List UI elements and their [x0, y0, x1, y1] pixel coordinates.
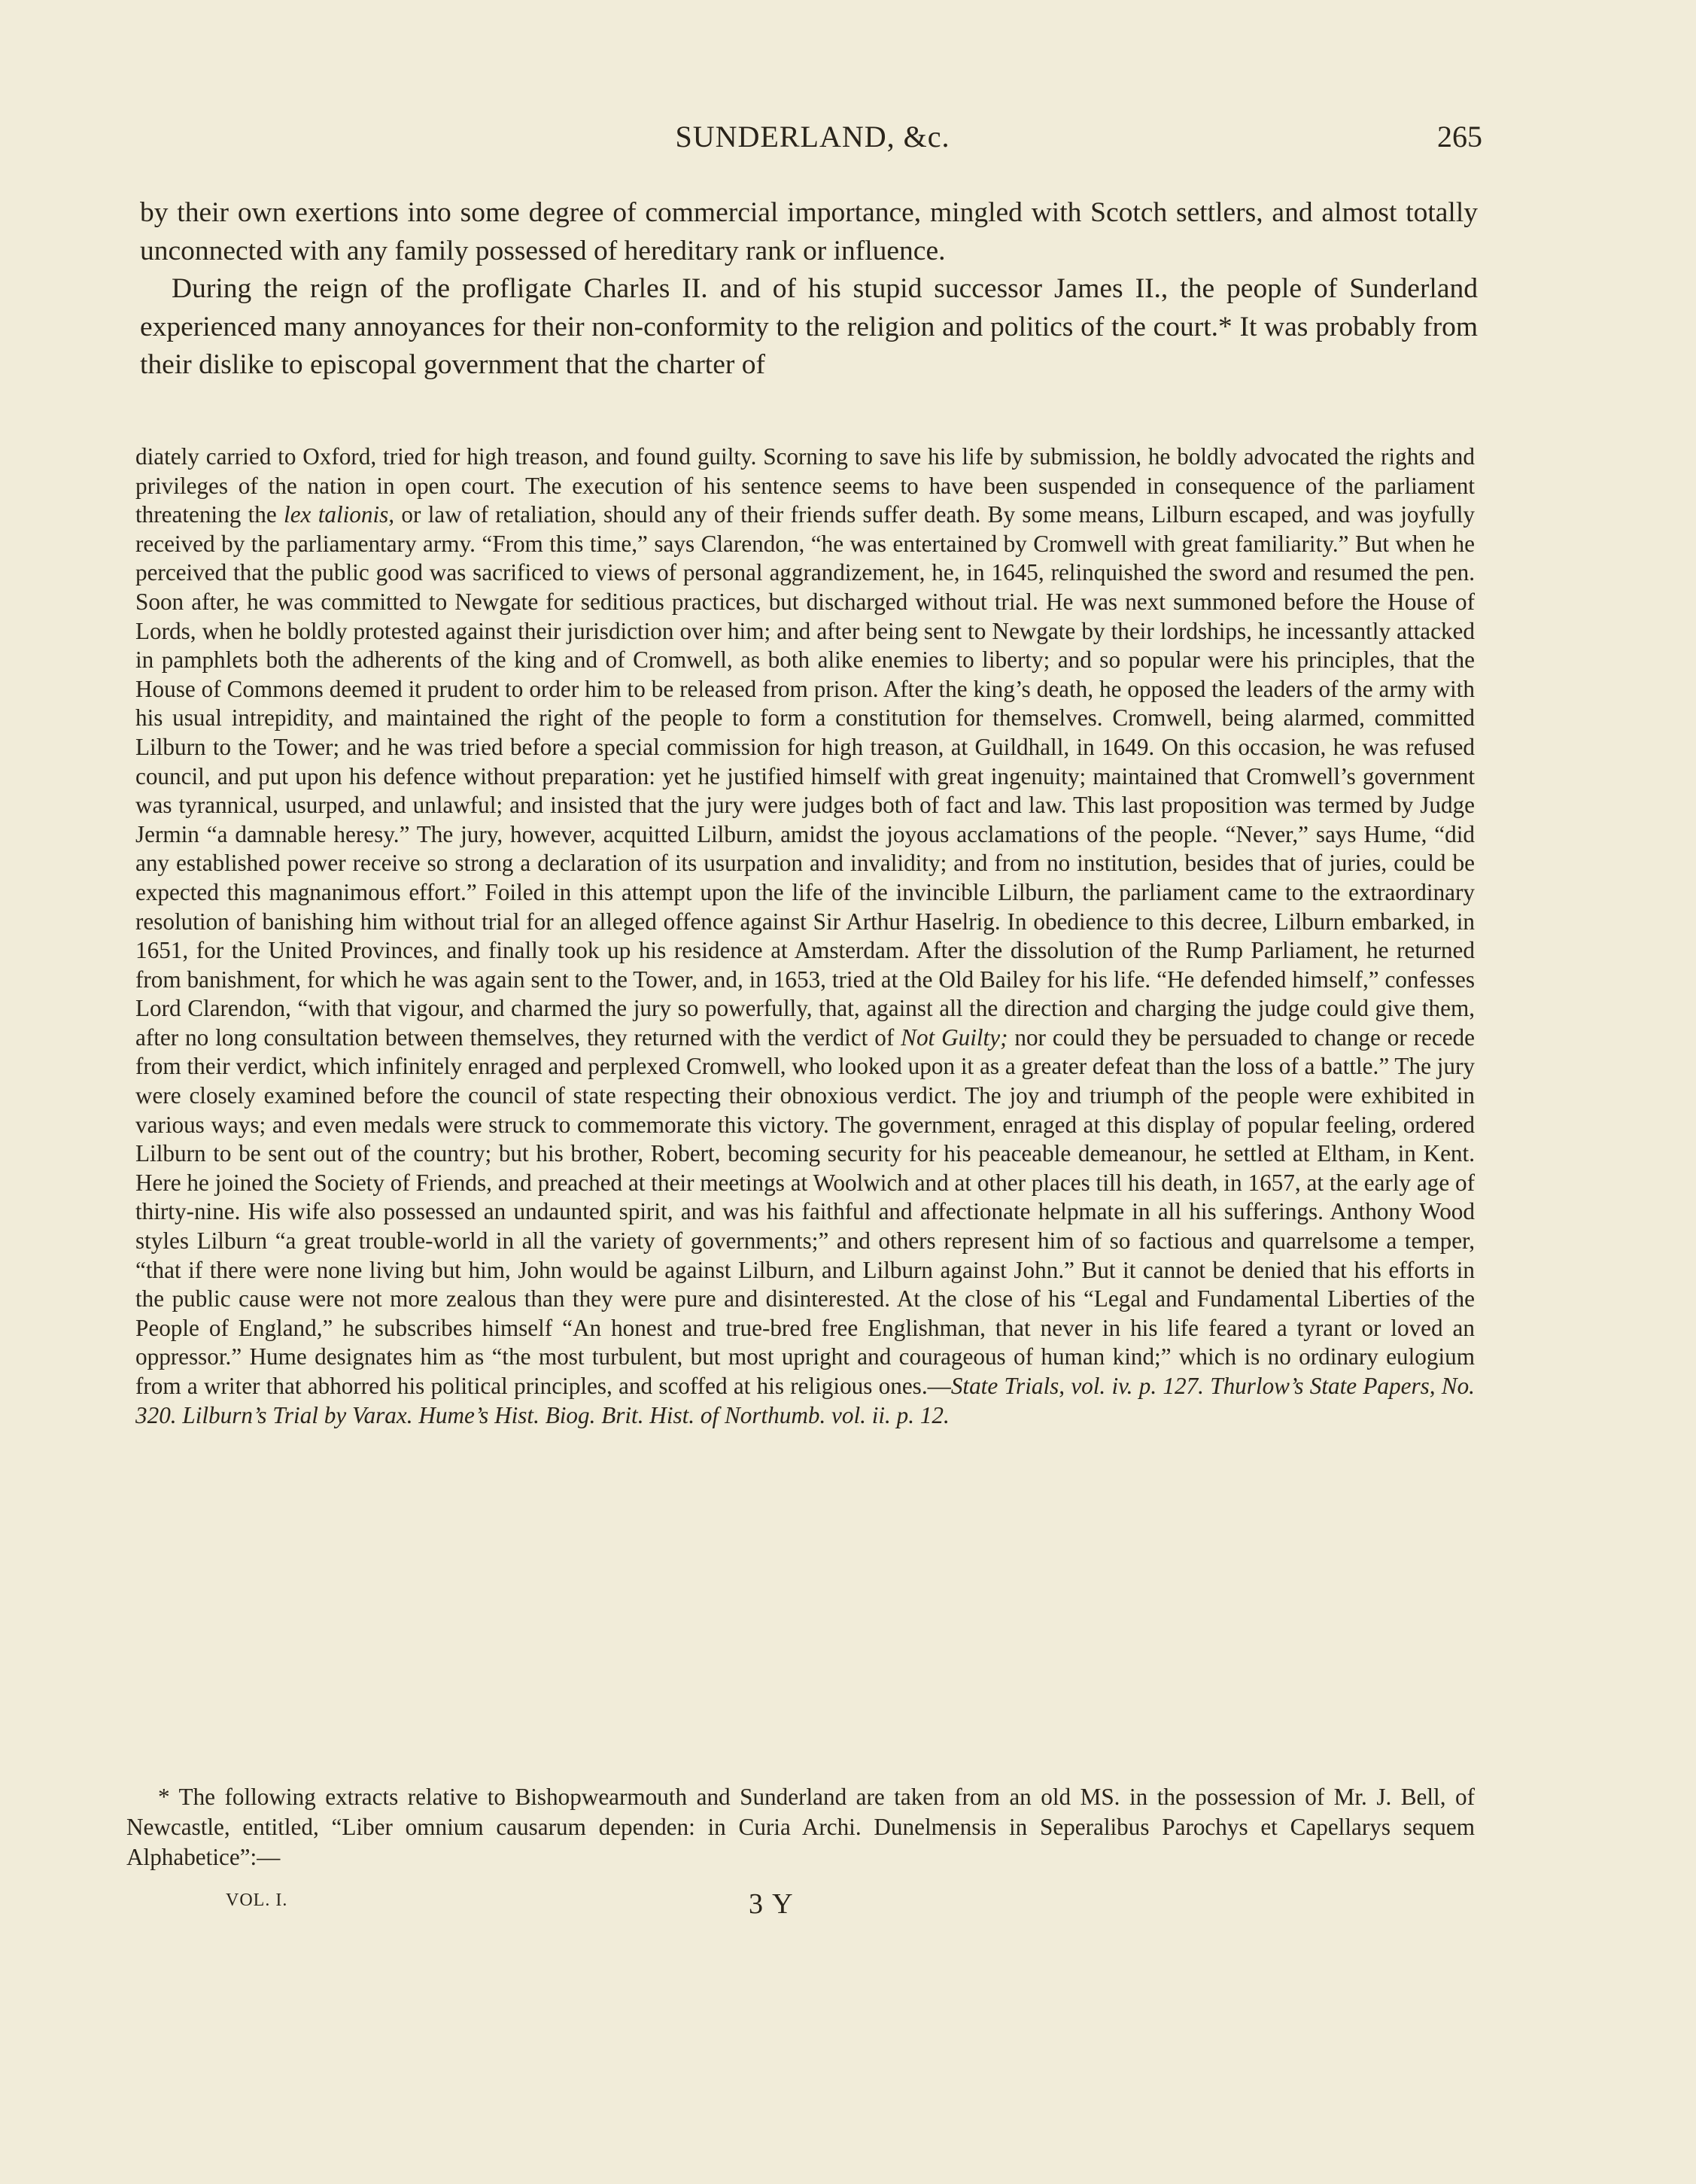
signature-mark: 3 Y [749, 1888, 795, 1920]
note-text: nor could they be persuaded to change or recede from their verdict, which infinitely enraged and perplexed Cromwell, who looked upon it as a greater defeat than the loss of a battle.” The jury were closely examined before the council of state respecting their obnoxious verdict. The joy and triumph of the people were exhibited in various ways; and even medals were struck to commemorate this victory. The government, enraged at this display of popular feeling, ordered Lilburn to be sent out of the country; but his brother, Robert, becoming security for his peaceable demeanour, he settled at Eltham, in Kent. Here he joined the Society of Friends, and preached at their meetings at Woolwich and at other places till his death, in 1657, at the early age of thirty-nine. His wife also possessed an undaunted spirit, and was his faithful and affectionate helpmate in all his sufferings. Anthony Wood styles Lilburn “a great trouble-world in all the variety of governments;” and others represent him of so factious and quarrelsome a temper, “that if there were none living but him, John would be against Lilburn, and Lilburn against John.” But it cannot be denied that his efforts in the public cause were not more zealous than they were pure and disinterested. At the close of his “Legal and Fundamental Liberties of the People of England,” he subscribes himself “An honest and true-bred free Englishman, that never in his life feared a tyrant or loved an oppressor.” Hume designates him as “the most turbulent, but most upright and courageous of human kind;” which is no ordinary eulogium from a writer that abhorred his political principles, and scoffed at his religious ones.— [135, 1024, 1475, 1399]
note-references: State Trials, vol. iv. p. 127. Thurlow’s State Papers, No. 320. Lilburn’s Trial by Varax. Hume’s Hist. Biog. Brit. Hist. of Northumb. vol. ii. p. 12. [135, 1373, 1475, 1428]
page-number: 265 [1437, 120, 1482, 154]
biographical-note [135, 443, 1475, 1430]
note-italic-verdict: Not Guilty; [901, 1024, 1008, 1051]
main-text [140, 194, 1478, 385]
main-paragraph: by their own exertions into some degree of commercial importance, mingled with Scotch settlers, and almost totally unconnected with any family possessed of hereditary rank or influence. [140, 197, 1478, 266]
note-italic-term: lex talionis, [284, 501, 395, 528]
running-title: SUNDERLAND, &c. [675, 120, 950, 154]
footnote-text: * The following extracts relative to Bishopwearmouth and Sunderland are taken from an old MS. in the possession of Mr. J. Bell, of Newcastle, entitled, “Liber omnium causarum dependen: in Curia Archi. Dunelmensis in Seperalibus Parochys et Capellarys sequem Alphabetice”:— [126, 1784, 1475, 1870]
note-text: or law of retaliation, should any of their friends suffer death. By some means, Lilburn escaped, and was joyfully received by the parliamentary army. “From this time,” says Clarendon, “he was entertained by Cromwell with great familiarity.” But when he perceived that the public good was sacrificed to views of personal aggrandizement, he, in 1645, relinquished the sword and resumed the pen. Soon after, he was committed to Newgate for seditious practices, but discharged without trial. He was next summoned before the House of Lords, when he boldly protested against their jurisdiction over him; and after being sent to Newgate by their lordships, he incessantly attacked in pamphlets both the adherents of the king and of Cromwell, as both alike enemies to liberty; and so popular were his principles, that the House of Commons deemed it prudent to order him to be released from prison. After the king’s death, he opposed the leaders of the army with his usual intrepidity, and maintained the right of the people to form a constitution for themselves. Cromwell, being alarmed, committed Lilburn to the Tower; and he was tried before a special commission for high treason, at Guildhall, in 1649. On this occasion, he was refused council, and put upon his defence without preparation: yet he justified himself with great ingenuity; maintained that Cromwell’s government was tyrannical, usurped, and unlawful; and insisted that the jury were judges both of fact and law. This last proposition was termed by Judge Jermin “a damnable heresy.” The jury, however, acquitted Lilburn, amidst the joyous acclamations of the people. “Never,” says Hume, “did any established power receive so strong a declaration of its usurpation and invalidity; and from no institution, besides that of juries, could be expected this magnanimous effort.” Foiled in this attempt upon the life of the invincible Lilburn, the parliament came to the extraordinary resolution of banishing him without trial for an alleged offence against Sir Arthur Haselrig. In obedience to this decree, Lilburn embarked, in 1651, for the United Provinces, and finally took up his residence at Amsterdam. After the dissolution of the Rump Parliament, he returned from banishment, for which he was again sent to the Tower, and, in 1653, tried at the Old Bailey for his life. “He defended himself,” confesses Lord Clarendon, “with that vigour, and charmed the jury so powerfully, that, against all the direction and charging the judge could give them, after no long consultation between themselves, they returned with the verdict of [135, 501, 1475, 1051]
note-paragraph [135, 443, 1475, 1430]
footnote [126, 1782, 1475, 1872]
signature-line [226, 1887, 1279, 1921]
main-paragraph: During the reign of the profligate Charles II. and of his stupid successor James II., the people of Sunderland experienced many annoyances for their non-conformity to the religion and politics of the court.* It was probably from their dislike to episcopal government that the charter of [140, 273, 1478, 380]
volume-mark: VOL. I. [226, 1890, 288, 1910]
note-text: diately carried to Oxford, tried for high treason, and found guilty. Scorning to save his life by submission, he boldly advocated the rights and privileges of the nation in open court. The execution of his sentence seems to have been suspended in consequence of the parliament threatening the [135, 443, 1475, 528]
running-head [143, 119, 1482, 164]
